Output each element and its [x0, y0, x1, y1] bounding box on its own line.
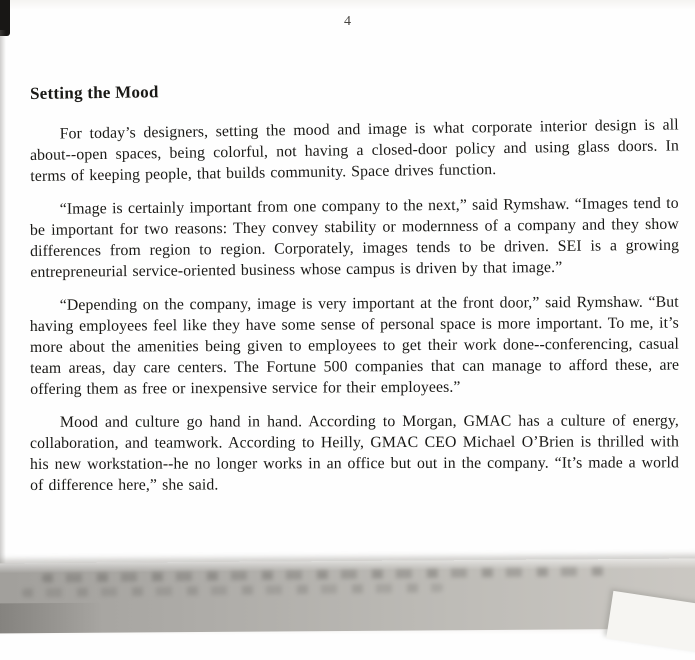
next-page-corner [606, 591, 695, 655]
ghost-text-bleed [22, 583, 443, 597]
paragraph: “Image is certainly important from one company to the next,” said Rymshaw. “Images tend to be important for two reasons: They convey stability or modernness of a company and they show differences from region to region. Corporately, images tends to be driven. SEI is a growing entrepreneurial service-oriented business whose campus is driven by that image.” [29, 194, 680, 281]
page-number: 4 [344, 14, 351, 29]
scan-bottom-band [0, 559, 695, 634]
scan-corner-shadow [0, 603, 102, 634]
paragraph: For today’s designers, setting the mood and image is what corporate interior design is all about--open spaces, being colorful, not having a closed-door policy and using glass doors. In terms of keeping people, that builds community. Space drives function. [29, 116, 680, 185]
paragraph: Mood and culture go hand in hand. According to Morgan, GMAC has a culture of energy, collaboration, and teamwork. According to Heilly, GMAC CEO Michael O’Brien is thrilled with his new workstation--he no longer works in an office but out in the company. “It’s made a world of difference here,” she said. [29, 412, 680, 494]
scan-left-shadow [0, 30, 6, 625]
paragraph: “Depending on the company, image is very important at the front door,” said Rymshaw. “But having employees feel like they have some sense of personal space is more important. To me, it’s more about the amenities being given to employees to get their work done--conferencing, casual team areas, day care centers. The Fortune 500 companies that can manage to afford these, are offering them as free or inexpensive service for their employees.” [29, 293, 680, 398]
page-content [30, 84, 679, 508]
section-heading: Setting the Mood [29, 82, 159, 103]
